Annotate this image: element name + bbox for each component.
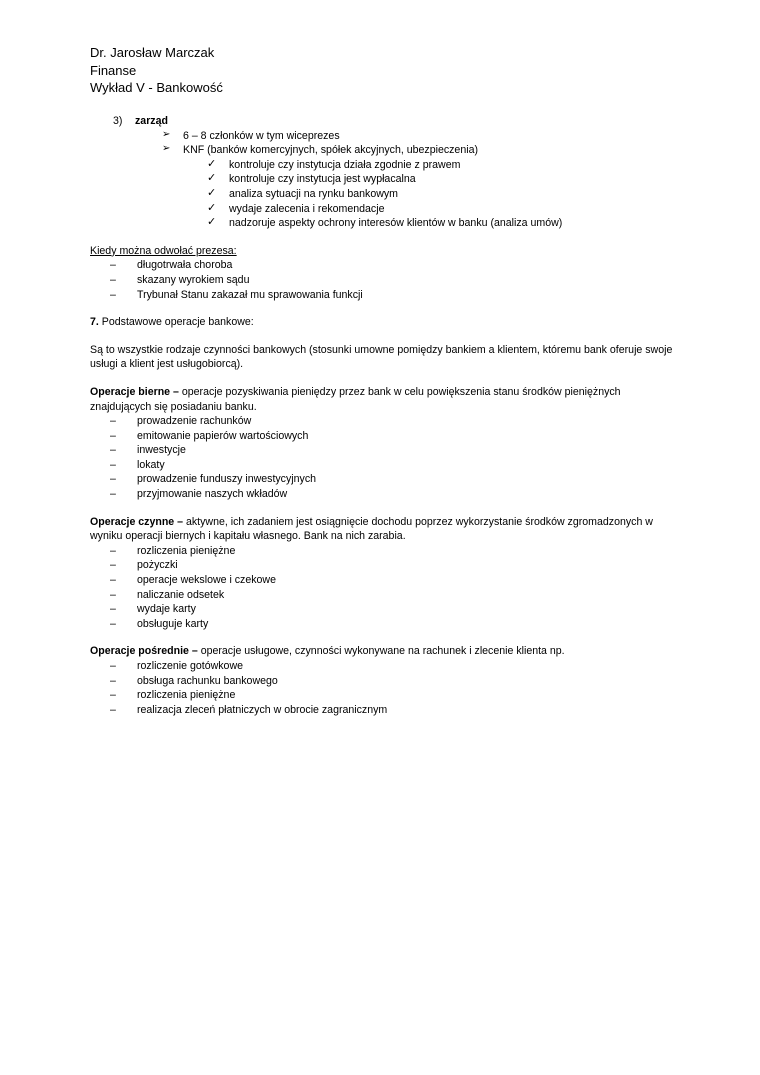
dash-list-item: – wydaje karty [110, 603, 196, 616]
dash-list-item: – rozliczenia pieniężne [110, 544, 236, 557]
dash-bullet-icon: – [110, 603, 116, 616]
dash-list-item: – prowadzenie rachunków [110, 415, 252, 428]
section-title: zarząd [135, 115, 168, 127]
term-definition: operacje usługowe, czynności wykonywane na rachunek i zlecenie klienta np. [197, 645, 565, 658]
intermediary-operations-paragraph [90, 644, 680, 659]
dash-list-item: – pożyczki [110, 559, 178, 572]
checkmark-icon: ✓ [207, 201, 217, 214]
check-list-item: ✓ nadzoruje aspekty ochrony interesów klientów w banku (analiza umów) [207, 216, 563, 230]
dash-bullet-icon: – [110, 544, 116, 557]
check-list-item: ✓ wydaje zalecenia i rekomendacje [207, 201, 385, 215]
dash-bullet-icon: – [110, 588, 116, 601]
term-label: Operacje bierne – [90, 385, 179, 398]
dash-list-item: – realizacja zleceń płatniczych w obrocie zagranicznym [110, 703, 388, 716]
dash-bullet-icon: – [110, 689, 116, 702]
dash-bullet-icon: – [110, 273, 116, 286]
dash-bullet-icon: – [110, 473, 116, 486]
arrow-bullet-icon: ➢ [162, 143, 171, 155]
dash-list-item: – emitowanie papierów wartościowych [110, 429, 309, 442]
dash-list-item: – długotrwała choroba [110, 259, 233, 272]
dash-list-item: – obsługuje karty [110, 617, 209, 630]
active-operations-paragraph [90, 515, 680, 544]
section-number: 3) [113, 115, 123, 127]
dash-list-item: – naliczanie odsetek [110, 588, 225, 601]
dash-bullet-icon: – [110, 429, 116, 442]
dash-bullet-icon: – [110, 458, 116, 471]
dash-list-item: – operacje wekslowe i czekowe [110, 574, 276, 587]
term-definition: aktywne, ich zadaniem jest osiągnięcie dochodu poprzez wykorzystanie środków zgromadzonych w wyniku operacji biernych i kapitału własnego. Bank na nich zarabia. [90, 515, 653, 543]
term-definition: operacje pozyskiwania pieniędzy przez bank w celu powiększenia stanu środków pieniężnych znajdujących się posiadaniu banku. [90, 385, 621, 413]
document-header [90, 44, 223, 97]
dash-list-item: – obsługa rachunku bankowego [110, 674, 278, 687]
lecture-title: Wykład V - Bankowość [90, 80, 223, 95]
dash-list-item: – lokaty [110, 458, 165, 471]
author-line: Dr. Jarosław Marczak [90, 45, 215, 60]
term-label: Operacje czynne – [90, 515, 184, 528]
dash-list-item: – skazany wyrokiem sądu [110, 273, 250, 286]
dash-bullet-icon: – [110, 488, 116, 501]
dash-list-item: – przyjmowanie naszych wkładów [110, 488, 288, 501]
dash-list-item: – rozliczenie gotówkowe [110, 660, 243, 672]
arrow-list-item: ➢ 6 – 8 członków w tym wiceprezes [162, 128, 340, 142]
dash-bullet-icon: – [110, 288, 116, 301]
check-list-item: ✓ kontroluje czy instytucja jest wypłacalna [207, 172, 416, 186]
section-7-heading [90, 315, 680, 330]
dash-list-item: – Trybunał Stanu zakazał mu sprawowania funkcji [110, 288, 363, 301]
dash-bullet-icon: – [110, 444, 116, 457]
dash-bullet-icon: – [110, 415, 116, 428]
dash-list-item: – prowadzenie funduszy inwestycyjnych [110, 473, 317, 486]
arrow-list-item: ➢ KNF (banków komercyjnych, spółek akcyjnych, ubezpieczenia) [162, 143, 478, 157]
subject-line: Finanse [90, 62, 137, 78]
dismissal-heading: Kiedy można odwołać prezesa: [90, 244, 237, 257]
dash-list-item: – rozliczenia pieniężne [110, 689, 236, 702]
checkmark-icon: ✓ [207, 157, 217, 170]
dash-bullet-icon: – [110, 660, 116, 672]
dash-bullet-icon: – [110, 674, 116, 687]
checkmark-icon: ✓ [207, 186, 217, 199]
document-body [90, 114, 680, 717]
checkmark-icon: ✓ [207, 172, 217, 185]
section-7-intro: Są to wszystkie rodzaje czynności bankowych (stosunki umowne pomiędzy bankiem a klientem, któremu bank oferuje swoje usługi a klient jest usługobiorcą). [90, 343, 673, 371]
passive-operations-paragraph [90, 385, 680, 414]
arrow-bullet-icon: ➢ [162, 128, 171, 140]
term-label: Operacje pośrednie – [90, 645, 198, 658]
section-title: Podstawowe operacje bankowe: [101, 316, 254, 329]
dash-bullet-icon: – [110, 559, 116, 572]
section-number: 7. [90, 316, 99, 329]
check-list-item: ✓ kontroluje czy instytucja działa zgodnie z prawem [207, 157, 461, 171]
dash-list-item: – inwestycje [110, 444, 186, 457]
dash-bullet-icon: – [110, 617, 116, 630]
check-list-item: ✓ analiza sytuacji na rynku bankowym [207, 186, 398, 200]
checkmark-icon: ✓ [207, 216, 217, 229]
dash-bullet-icon: – [110, 574, 116, 587]
dash-bullet-icon: – [110, 259, 116, 272]
dash-bullet-icon: – [110, 703, 116, 716]
section-3-heading [90, 114, 680, 129]
